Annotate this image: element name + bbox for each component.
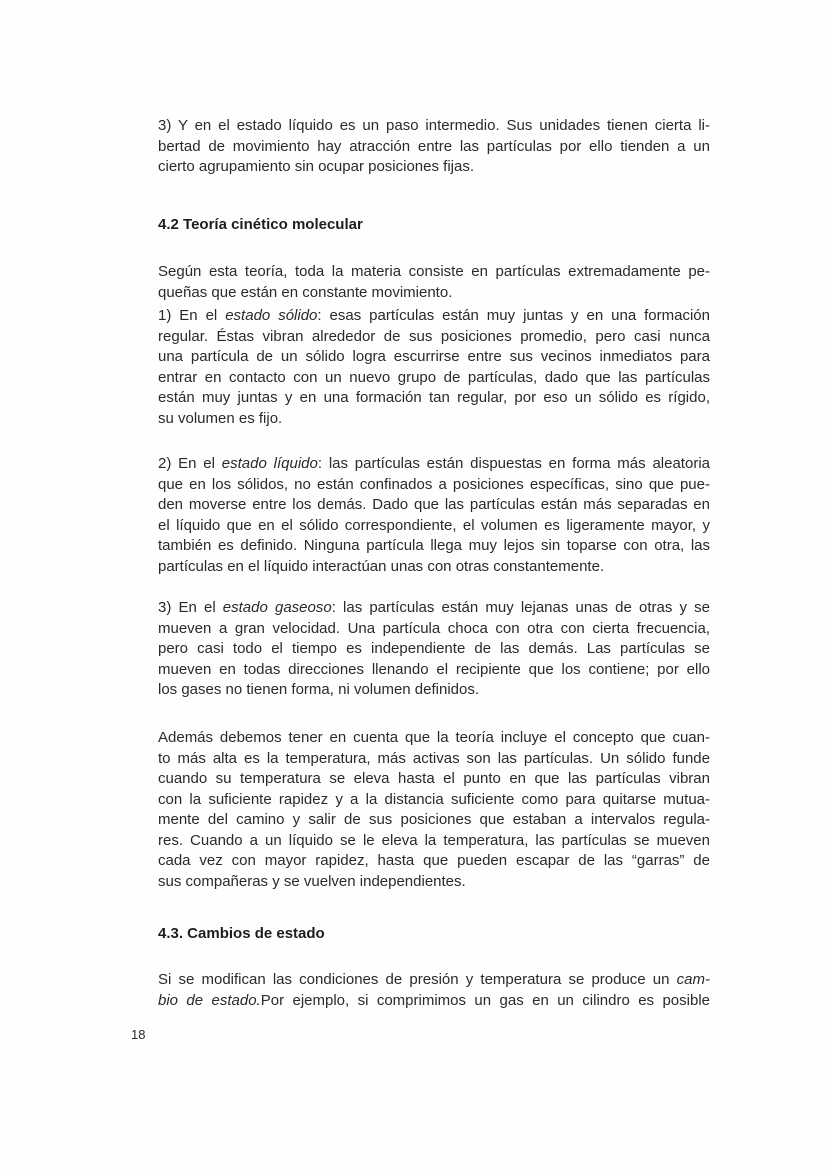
text-line: to más alta es la temperatura, más activas son las partículas. Un sólido funde — [158, 749, 710, 767]
text-line — [158, 306, 710, 327]
text-line: su volumen es fijo. — [158, 409, 283, 427]
text-line: una partícula de un sólido logra escurrirse entre sus vecinos inmediatos para — [158, 348, 710, 365]
emphasis-term: estado líquido — [221, 455, 318, 472]
section-heading-4-3: 4.3. Cambios de estado — [158, 925, 325, 942]
page-number: 18 — [131, 1027, 146, 1042]
lead-text: 1) En el — [158, 307, 226, 324]
text-line: los gases no tienen forma, ni volumen definidos. — [158, 681, 480, 698]
text-line: el líquido que en el sólido correspondiente, el volumen es ligeramente mayor, y — [158, 516, 710, 534]
emphasis-term: estado sólido — [225, 307, 318, 324]
paragraph-liquid-state — [158, 454, 710, 577]
lead-text: 2) En el — [158, 455, 222, 472]
section-heading-4-2: 4.2 Teoría cinético molecular — [158, 216, 363, 233]
text-line: sus compañeras y se vuelven independientes. — [158, 872, 466, 890]
text-line — [158, 598, 710, 619]
paragraph-temperature — [158, 728, 710, 892]
text-line: queñas que están en constante movimiento. — [158, 283, 453, 301]
text-line: Según esta teoría, toda la materia consiste en partículas extremadamente pe- — [158, 263, 710, 280]
text-line: cada vez con mayor rapidez, hasta que pueden escapar de las “garras” de — [158, 852, 710, 869]
text-run: Por ejemplo, si comprimimos un gas en un cilindro es posible — [260, 991, 710, 1009]
emphasis-term: estado gaseoso — [222, 599, 332, 616]
text-run: : esas partículas están muy juntas y en una formación — [317, 307, 710, 324]
text-line: pero casi todo el tiempo es independiente de las demás. Las partículas se — [158, 640, 710, 657]
paragraph-state-change — [158, 970, 710, 1011]
text-line: res. Cuando a un líquido se le eleva la temperatura, las partículas se mueven — [158, 831, 710, 849]
text-line: que en los sólidos, no están confinados a posiciones específicas, sino que pue- — [158, 475, 710, 493]
text-line: partículas en el líquido interactúan unas con otras constantemente. — [158, 557, 605, 575]
text-line: mueven en todas direcciones llenando el recipiente que los contiene; por ello — [158, 660, 710, 678]
text-line: bertad de movimiento hay atracción entre las partículas por ello tienden a un — [158, 137, 710, 155]
paragraph-theory-intro — [158, 262, 710, 303]
text-run: Si se modifican las condiciones de presión y temperatura se produce un — [158, 971, 677, 988]
text-line — [158, 970, 710, 991]
text-line: Además debemos tener en cuenta que la teoría incluye el concepto que cuan- — [158, 729, 710, 746]
text-line: cierto agrupamiento sin ocupar posiciones fijas. — [158, 158, 475, 175]
paragraph-gas-state — [158, 598, 710, 701]
text-line: están muy juntas y en una formación tan regular, por eso un sólido es rígido, — [158, 389, 710, 406]
text-run: : las partículas están muy lejanas unas de otras y se — [331, 599, 710, 616]
emphasis-term: cam- — [676, 971, 710, 988]
lead-text: 3) En el — [158, 599, 223, 616]
text-line: entrar en contacto con un nuevo grupo de partículas, dado que las partículas — [158, 368, 710, 386]
text-line: regular. Éstas vibran alrededor de sus posiciones promedio, pero casi nunca — [158, 327, 710, 345]
text-line: den moverse entre los demás. Dado que las partículas están más separadas en — [158, 496, 710, 513]
text-line: también es definido. Ninguna partícula llega muy lejos sin toparse con otra, las — [158, 537, 710, 554]
text-line: mente del camino y salir de sus posiciones que estaban a intervalos regula- — [158, 811, 710, 828]
text-line: 3) Y en el estado líquido es un paso intermedio. Sus unidades tienen cierta li- — [158, 117, 710, 134]
paragraph-liquid-intermediate — [158, 116, 710, 178]
emphasis-term: bio de estado. — [158, 991, 261, 1009]
text-line: con la suficiente rapidez y a la distancia suficiente como para quitarse mutua- — [158, 790, 710, 808]
text-run: : las partículas están dispuestas en forma más aleatoria — [317, 455, 710, 472]
paragraph-solid-state — [158, 306, 710, 429]
text-line — [158, 991, 710, 1012]
text-line: mueven a gran velocidad. Una partícula choca con otra con cierta frecuencia, — [158, 619, 710, 637]
text-line — [158, 454, 710, 475]
text-line: cuando su temperatura se eleva hasta el punto en que las partículas vibran — [158, 770, 710, 787]
